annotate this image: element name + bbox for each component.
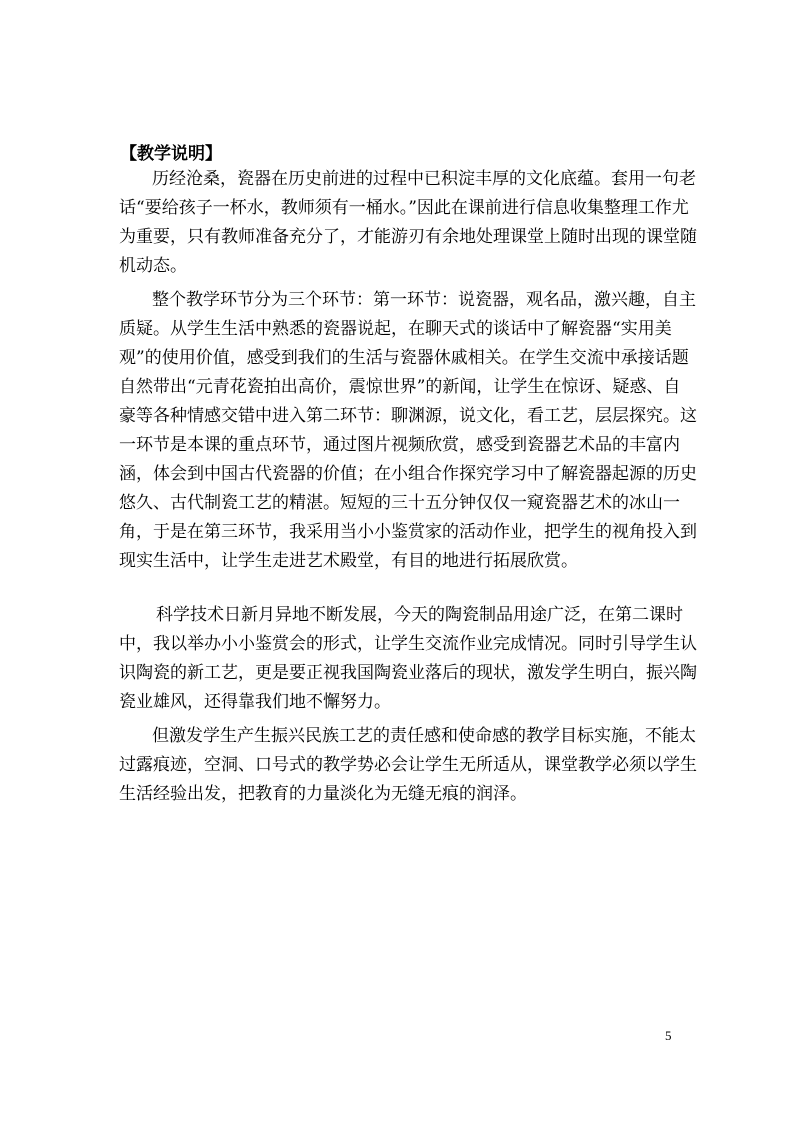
paragraph-1-line-4: 机动态。	[119, 256, 187, 276]
paragraph-1-line-1: 历经沧桑，瓷器在历史前进的过程中已积淀丰厚的文化底蕴。套用一句老	[152, 169, 696, 189]
paragraph-1-line-2: 话“要给孩子一杯水，教师须有一桶水。”因此在课前进行信息收集整理工作尤	[119, 198, 689, 218]
paragraph-2-line-3: 观”的使用价值，感受到我们的生活与瓷器休戚相关。在学生交流中承接话题	[119, 348, 689, 368]
paragraph-2-line-4: 自然带出“元青花瓷拍出高价，震惊世界”的新闻，让学生在惊讶、疑惑、自	[119, 377, 681, 397]
page-number: 5	[665, 1028, 672, 1043]
paragraph-4-line-1: 但激发学生产生振兴民族工艺的责任感和使命感的教学目标实施，不能太	[152, 726, 696, 746]
paragraph-2-line-7: 涵，体会到中国古代瓷器的价值；在小组合作探究学习中了解瓷器起源的历史	[119, 464, 697, 484]
paragraph-3-line-1: 科学技术日新月异地不断发展，今天的陶瓷制品用途广泛，在第二课时	[156, 605, 683, 625]
paragraph-2-line-2: 质疑。从学生生活中熟悉的瓷器说起，在聊天式的谈话中了解瓷器“实用美	[119, 319, 672, 339]
paragraph-4-line-2: 过露痕迹，空洞、口号式的教学势必会让学生无所适从，课堂教学必须以学生	[119, 755, 697, 775]
paragraph-3-line-2: 中，我以举办小小鉴赏会的形式，让学生交流作业完成情况。同时引导学生认	[119, 634, 697, 654]
paragraph-2-line-9: 角，于是在第三环节，我采用当小小鉴赏家的活动作业，把学生的视角投入到	[119, 522, 697, 542]
paragraph-2-line-1: 整个教学环节分为三个环节：第一环节：说瓷器，观名品，激兴趣，自主	[152, 290, 696, 310]
paragraph-3-line-4: 瓷业雄风，还得靠我们地不懈努力。	[119, 692, 391, 712]
paragraph-2-line-6: 一环节是本课的重点环节，通过图片视频欣赏，感受到瓷器艺术品的丰富内	[119, 435, 680, 455]
paragraph-2-line-10: 现实生活中，让学生走进艺术殿堂，有目的地进行拓展欣赏。	[119, 551, 578, 571]
paragraph-1-line-3: 为重要，只有教师准备充分了，才能游刃有余地处理课堂上随时出现的课堂随	[119, 227, 697, 247]
paragraph-2-line-5: 豪等各种情感交错中进入第二环节：聊渊源，说文化，看工艺，层层探究。这	[119, 406, 697, 426]
paragraph-4-line-3: 生活经验出发，把教育的力量淡化为无缝无痕的润泽。	[119, 784, 527, 804]
paragraph-2-line-8: 悠久、古代制瓷工艺的精湛。短短的三十五分钟仅仅一窥瓷器艺术的冰山一	[119, 493, 680, 513]
paragraph-3-line-3: 识陶瓷的新工艺，更是要正视我国陶瓷业落后的现状，激发学生明白，振兴陶	[119, 663, 697, 683]
section-heading: 【教学说明】	[120, 144, 222, 164]
